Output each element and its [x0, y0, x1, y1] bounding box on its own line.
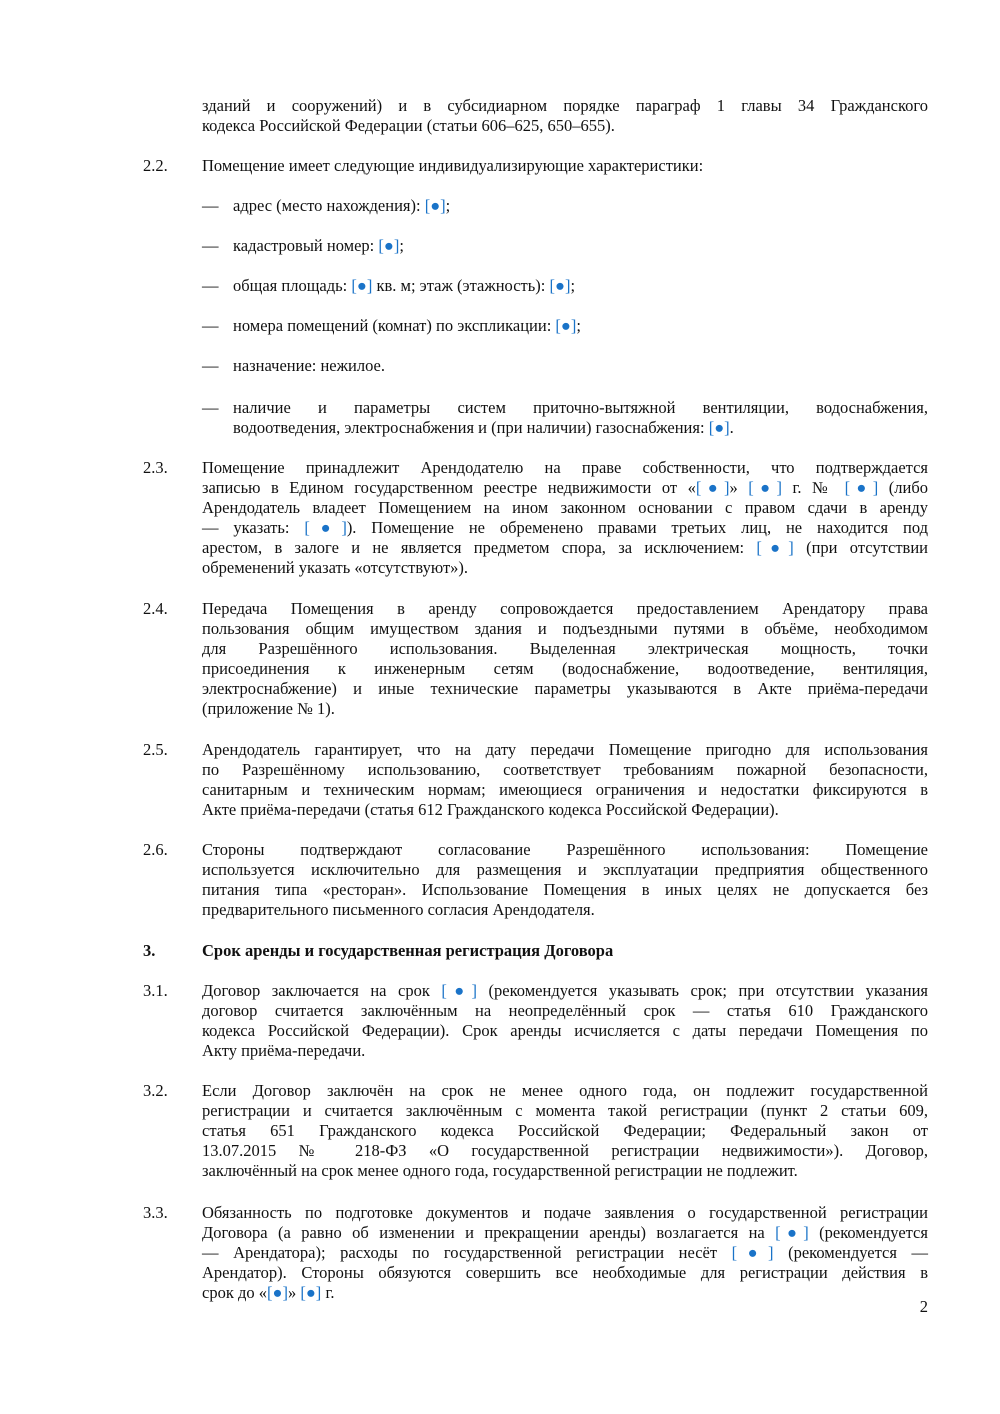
list-item-rooms: номера помещений (комнат) по экспликации: [●];	[233, 316, 581, 335]
placeholder[interactable]: [●]	[424, 196, 446, 215]
clause-number: 3.2.	[143, 1081, 168, 1100]
clause-text-2-3: Помещение принадлежит Арендодателю на праве собственности, что подтверждается записью в Едином государственном реестре недвижимости от «[●]» [●] г. № [●] (либо Арендодатель владеет Помещением на ином законном основании с правом сдачи в аренду — указать: [●]). Помещение не обременено правами третьих лиц, не находится под арестом, в залоге и не является предметом спора, за исключением: [●] (при отсутствии обременений указать «отсутствуют»).	[202, 458, 928, 578]
placeholder[interactable]: [●]	[775, 1223, 809, 1243]
clause-number: 2.5.	[143, 740, 168, 759]
list-dash: —	[202, 236, 219, 255]
placeholder[interactable]: [●]	[708, 418, 730, 438]
placeholder[interactable]: [●]	[300, 1283, 322, 1303]
list-dash: —	[202, 196, 219, 215]
list-dash: —	[202, 276, 219, 295]
list-dash: —	[202, 356, 219, 375]
list-item-systems: наличие и параметры систем приточно-вытяжной вентиляции, водоснабжения, водоотведения, электроснабжения и (при наличии) газоснабжения: [●].	[233, 398, 928, 438]
placeholder[interactable]: [●]	[731, 1243, 774, 1263]
clause-text: Помещение имеет следующие индивидуализирующие характеристики:	[202, 156, 704, 175]
clause-text-3-2: Если Договор заключён на срок не менее одного года, он подлежит государственной регистрации и считается заключённым с момента такой регистрации (пункт 2 статьи 609, статья 651 Гражданского кодекса Российской Федерации; Федеральный закон от 13.07.2015 № 218-ФЗ «О государственной регистрации недвижимости»). Договор, заключённый на срок менее одного года, государственной регистрации не подлежит.	[202, 1081, 928, 1181]
placeholder[interactable]: [●]	[695, 478, 730, 498]
list-dash: —	[202, 316, 219, 335]
clause-text-3-1: Договор заключается на срок [●] (рекомендуется указывать срок; при отсутствии указания договор считается заключённым на неопределённый срок — статья 610 Гражданского кодекса Российской Федерации). Срок аренды исчисляется с даты передачи Помещения по Акту приёма-передачи.	[202, 981, 928, 1061]
placeholder[interactable]: [●]	[555, 316, 577, 335]
clause-number: 3.3.	[143, 1203, 168, 1222]
list-item-cadastral: кадастровый номер: [●];	[233, 236, 404, 255]
list-item-purpose: назначение: нежилое.	[233, 356, 385, 375]
section-number: 3.	[143, 941, 156, 960]
clause-text-2-4: Передача Помещения в аренду сопровождается предоставлением Арендатору права пользования общим имуществом здания и подъездными путями в объёме, необходимом для Разрешённого использования. Выделенная электрическая мощность, точки присоединения к инженерным сетям (водоснабжение, водоотведение, вентиляция, электроснабжение) и иные технические параметры указываются в Акте приёма-передачи (приложение № 1).	[202, 599, 928, 719]
placeholder[interactable]: [●]	[267, 1283, 288, 1303]
placeholder[interactable]: [●]	[549, 276, 571, 295]
paragraph-continuation	[202, 96, 928, 136]
placeholder[interactable]: [●]	[748, 478, 782, 498]
clause-number: 2.4.	[143, 599, 168, 618]
clause-number: 2.6.	[143, 840, 168, 859]
section-title: Срок аренды и государственная регистрация Договора	[202, 941, 614, 960]
clause-text-2-6: Стороны подтверждают согласование Разрешённого использования: Помещение используется исключительно для размещения и эксплуатации предприятия общественного питания типа «ресторан». Использование Помещения в иных целях не допускается без предварительного письменного согласия Арендодателя.	[202, 840, 928, 920]
list-item-area: общая площадь: [●] кв. м; этаж (этажность): [●];	[233, 276, 576, 295]
clause-text-3-3: Обязанность по подготовке документов и подаче заявления о государственной регистрации Договора (а равно об изменении и прекращении аренды) возлагается на [●] (рекомендуется — Арендатора); расходы по государственной регистрации несёт [●] (рекомендуется — Арендатор). Стороны обязуются совершить все необходимые для регистрации действия в срок до «[●]» [●] г.	[202, 1203, 928, 1303]
placeholder[interactable]: [●]	[378, 236, 400, 255]
placeholder[interactable]: [●]	[844, 478, 879, 498]
placeholder[interactable]: [●]	[756, 538, 794, 558]
placeholder[interactable]: [●]	[441, 981, 478, 1000]
text-line: зданий и сооружений) и в субсидиарном порядке параграф 1 главы 34 Гражданского	[202, 96, 928, 115]
page-number: 2	[919, 1297, 928, 1316]
list-item-address: адрес (место нахождения): [●];	[233, 196, 451, 215]
clause-number: 2.2.	[143, 156, 168, 175]
text-line: кодекса Российской Федерации (статьи 606–625, 650–655).	[202, 116, 615, 136]
list-dash: —	[202, 398, 219, 417]
placeholder[interactable]: [●]	[304, 518, 347, 538]
placeholder[interactable]: [●]	[351, 276, 373, 295]
clause-number: 3.1.	[143, 981, 168, 1000]
clause-number: 2.3.	[143, 458, 168, 477]
clause-text-2-5: Арендодатель гарантирует, что на дату передачи Помещение пригодно для использования по Разрешённому использованию, соответствует требованиям пожарной безопасности, санитарным и техническим нормам; имеющиеся ограничения и недостатки фиксируются в Акте приёма-передачи (статья 612 Гражданского кодекса Российской Федерации).	[202, 740, 928, 820]
